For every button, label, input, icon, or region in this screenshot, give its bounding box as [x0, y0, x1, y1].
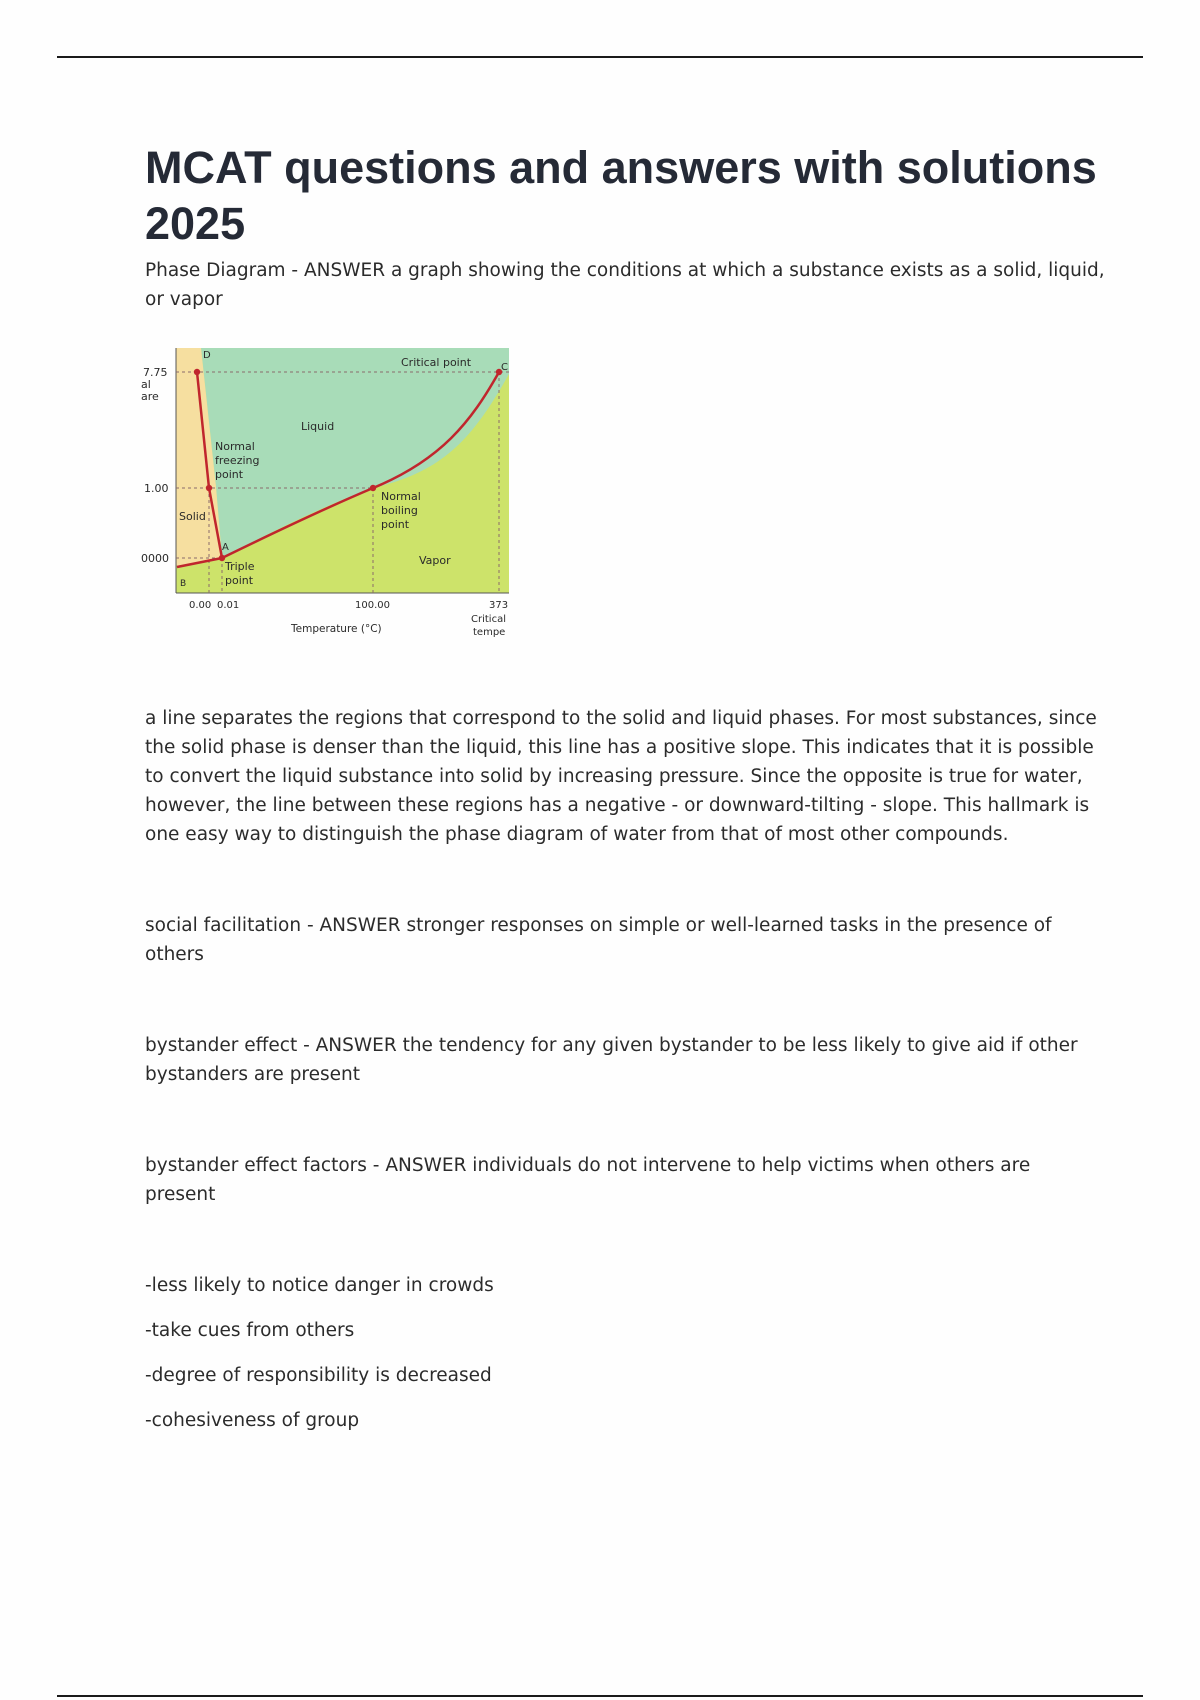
- label-point-b: B: [180, 579, 187, 589]
- label-freezing-1: Normal: [215, 440, 255, 453]
- factor-item: -cohesiveness of group: [145, 1410, 360, 1431]
- entry-phase-explanation: a line separates the regions that correspond to the solid and liquid phases. For most substances, since the solid phase is denser than the liquid, this line has a positive slope. This indicates that it is possible to convert the liquid substance into solid by increasing pressure. Since the opposite is true for water, however, the line between these regions has a negative - or downward-tilting - slope. This hallmark is one easy way to distinguish the phase diagram of water from that of most other compounds.: [145, 708, 1097, 845]
- critical-temp-2: tempe: [473, 627, 506, 638]
- x-tick-1: 0.01: [217, 600, 240, 611]
- phase-diagram-figure: [141, 342, 511, 642]
- point-boiling: [370, 485, 376, 491]
- top-rule: [57, 56, 1143, 58]
- label-solid: Solid: [179, 510, 206, 523]
- x-tick-3: 373: [489, 600, 509, 611]
- document-body: [141, 140, 1105, 1435]
- label-vapor: Vapor: [419, 554, 451, 567]
- factor-item: -take cues from others: [145, 1320, 355, 1341]
- factor-item: -degree of responsibility is decreased: [145, 1365, 492, 1386]
- label-boiling-2: boiling: [381, 504, 418, 517]
- entry-social-facilitation: social facilitation - ANSWER stronger responses on simple or well-learned tasks in the presence of others: [145, 915, 1052, 965]
- label-critical-point: Critical point: [401, 356, 472, 369]
- y-axis-fragment-1: al: [141, 378, 151, 391]
- y-tick-mid: 1.00: [144, 482, 169, 495]
- label-freezing-2: freezing: [215, 454, 260, 467]
- factor-item: -less likely to notice danger in crowds: [145, 1275, 494, 1296]
- label-triple-2: point: [225, 574, 254, 587]
- phase-diagram-svg: [141, 342, 511, 642]
- label-triple-1: Triple: [225, 560, 255, 573]
- critical-temp-1: Critical: [471, 614, 506, 625]
- label-liquid: Liquid: [301, 420, 335, 433]
- point-d: [194, 369, 200, 375]
- point-freezing: [206, 485, 212, 491]
- x-axis-label: Temperature (°C): [291, 623, 382, 635]
- label-boiling-1: Normal: [381, 490, 421, 503]
- label-point-a: A: [222, 542, 229, 553]
- label-point-c: C: [501, 362, 508, 373]
- y-tick-high: 7.75: [143, 366, 168, 379]
- entry-bystander-factors: bystander effect factors - ANSWER individuals do not intervene to help victims when others are present: [145, 1155, 1031, 1205]
- label-point-d: D: [203, 350, 211, 361]
- label-boiling-3: point: [381, 518, 410, 531]
- label-freezing-3: point: [215, 468, 244, 481]
- x-tick-2: 100.00: [355, 600, 390, 611]
- y-axis-fragment-2: are: [141, 390, 159, 403]
- bottom-rule: [57, 1695, 1143, 1697]
- document-title: MCAT questions and answers with solutions 2025: [145, 142, 1097, 249]
- entry-phase-diagram: Phase Diagram - ANSWER a graph showing the conditions at which a substance exists as a solid, liquid, or vapor: [145, 260, 1105, 310]
- entry-bystander-effect: bystander effect - ANSWER the tendency for any given bystander to be less likely to give aid if other bystanders are present: [145, 1035, 1078, 1085]
- x-tick-0: 0.00: [189, 600, 212, 611]
- y-tick-low: 0000: [141, 552, 169, 565]
